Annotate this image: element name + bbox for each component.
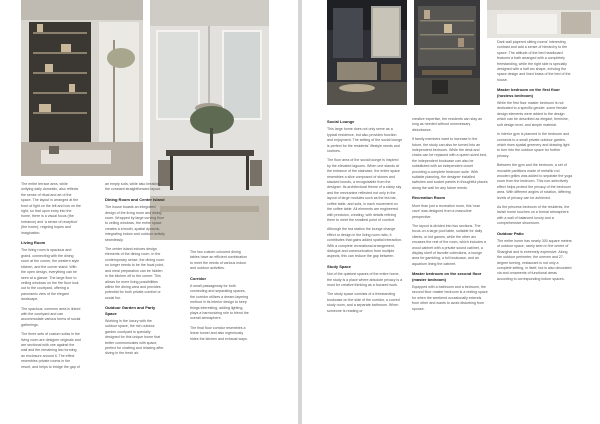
section-heading: Master bedroom on the first floor (hostess bedroom) [497, 87, 560, 98]
right-text-column-1 [327, 117, 403, 318]
right-text-column-3 [497, 40, 573, 286]
section-heading: Dining Room and Center Island [105, 196, 165, 202]
left-text-column-3 [190, 250, 250, 346]
paragraph: an empty sofa, while also breaking the constant straightforward layout. [105, 182, 161, 192]
dining-room-photo [150, 0, 269, 240]
right-page [302, 0, 600, 424]
paragraph: The floor area of the social lounge is inspired by the elevated lagoons. When one stands at the entrance of the staircase, the entire space resembles a slice composed of stones and stacked lounds, a recognisable from the designer. Its architectural theme of a starry sky and the mezzanine reflected not only in the layout of large modules such as the tea bar, coffee table, and sofa, in each movement on the coffee table. All elements are engineered with precision, creating, with details refining them to meet the smallest point of comfort. [327, 158, 402, 222]
left-text-column-2 [105, 182, 165, 361]
paragraph: The center island echoes design elements of the dining room. In the contemporary sense, the dining room no longer needs to be the focal point, and meal preparation can be hidden in the kitchen off to the corner. This allows for more living possibilities within the dining area and provides potential for both private comfort or social fun. [105, 247, 165, 300]
paragraph: As the princess bedroom of the residents, the lavish home touches on a formal atmosphere with a wall of balanced luxury and a comprehensive showroom. [497, 204, 570, 226]
paragraph: This large home does not only serve as a typical residence, but also provides function and enjoyment. The setting of the social lounge is perfect for the residents' lifestyle needs and routines. [327, 127, 403, 154]
paragraph: The entire home has nearly 300 square meters of outdoor space, rarely seen in the centre of Shanghai and is extremely expensive. Along the outdoor perimeter, the uneven and 27-degree turning, restaurant is not only a complete setting, in itself, but is also decorated via and ornaments of functional areas according to corresponding indoor spaces. [497, 239, 572, 281]
paragraph: The study space consists of a freestanding bookcase on the side of the corridor, a curved study room, and a separate bathroom. When someone is reading or [327, 292, 400, 313]
left-text-column-1 [21, 182, 81, 374]
paragraph: A small passageway for both connecting and separating spaces, the corridor utilizes a dream-layering method in its interior design to keep things interesting, adding lighting, plays a harmonizing role to blend the overall atmosphere. [190, 284, 249, 321]
paragraph: The spacious, common area is linked with the courtyard and can accommodate various forms of social gatherings. [21, 306, 81, 327]
paragraph: Equipped with a bathroom and a bedroom, the second floor master bedroom is a resting space for when the weekend occasionally extends from other and wants to avoid disturbing from spouse. [412, 284, 488, 311]
paragraph: More than just a recreation room, this 'man cave' was designed from a masculine perspective. [412, 203, 481, 219]
section-heading: Outdoor Patio [497, 230, 524, 236]
paragraph: Not of the quietest spaces of the entire home, the study is a place where absolute privacy is a must for creative thinking as a focused work. [327, 272, 403, 287]
paragraph: The entire terrace area, while unifying daily domestic, also reflects the sense of ritual and art of the space. The layout is arranged at the front of light on the left and low on the right, so that upon entry into the home, there is a visual focus (the entrance) and 'a sense of reception' (the home), reigning hopes and imagination. [21, 182, 81, 235]
study-room-photo [414, 0, 480, 105]
section-heading: Study Space [327, 263, 352, 269]
right-text-column-2 [412, 117, 488, 316]
section-heading: Master bedroom on the second floor (master bedroom) [412, 271, 482, 282]
paragraph: Between the gym and the bedroom, a set of movable partitions made of metallic rod wooden grilles was added to separate the yoga room from the bedroom. This non-selectively effect helps protect the privacy of the bedroom area. With different angles of rotation, differing levels of privacy can be achieved. [497, 163, 573, 200]
paragraph: In interior gym is planned in the bedroom and connects to a small private outdoor garden, which rises spatial greenery and drawing light to turn into the outdoor space for further privacy. [497, 132, 570, 158]
paragraph: Working in the luxury with the outdoor space, the rich outdoor garden courtyard is specially designed for this unique home that better communicates with space, perfect for chatting and relaxing after diving in the fresh air. [105, 318, 164, 356]
paragraph: The final floor corridor resembles a linear tunnel and also ingeniously hides the kitchen and exhaust ways. [190, 325, 248, 341]
paragraph: If family members want to increase in the future, the study can also be turned into an independent bedroom. While the desk and chairs can be replaced with a queen sized bed, the independent bookcase can also be substituted with an independent closet providing a complete bedroom suite. With suitable planning, the designer installed switches and socket panels in thoughtful places along the wall for any future needs. [412, 137, 488, 190]
social-lounge-photo [327, 0, 407, 105]
paragraph: The layout is divided into two sections. The focus on a large pool table, suitable for daily clients, or kid games, while the other arc encases the rest of the room, which includes a wood cabinet with a private sound cabinet, a display shelf of favorite collections, a lounge area for gambling, a full bookcase, and an aquarium lining the cabinet. [412, 223, 486, 266]
section-heading: Outdoor Garden and Party Space [105, 305, 156, 316]
master-bedroom-photo [487, 0, 600, 38]
paragraph: The two custom coloured dining tables have an efficient combination to meet the needs of various indoor and outdoor activities. [190, 250, 248, 271]
section-heading: Social Lounge [327, 119, 355, 124]
left-page [0, 0, 298, 424]
paragraph: While the first floor master bedroom is not dedicated to a specific gender, some female design elements were added to the design which can be described as elegant, feminine, soft design level, and simple material. [497, 101, 569, 127]
section-heading: Living Room [21, 240, 46, 246]
section-heading: Corridor [190, 275, 206, 281]
paragraph: The three sets of custom sofas in the living room are designer originals and are sectional with one against the wall and the remaining two forming an enclosure around it. The effect resembles private rooms in the resort, and helps to bridge the gap of [21, 332, 81, 369]
paragraph: The house boasts an integrated design of the living room and dining room. Wrapped by large curving floor to ceiling windows, the entire space creates a smooth, spatial dynamic, integrating indoor and outdoor activity seamlessly. [105, 205, 165, 242]
paragraph: creative expertise, the residents can stay as long as needed without unnecessary disturbance. [412, 117, 482, 132]
section-heading: Recreation Room [412, 195, 446, 201]
paragraph: The living room is spacious and grand, connecting with the dining room at the corner, the western style kitchen, and the corner stand. With the open design, everything can be seen at a glance. The large floor to ceiling windows on the fire floor look out to the courtyard, offering a panoramic view of the elegant landscape. [21, 248, 80, 302]
bookshelf-living-room-photo [21, 0, 143, 176]
paragraph: Although the tea station the lounge change effect or design in the living room ratio, it contributes that gains added spatial interaction. With a complete recreational arrangement, dialogue and communication from multiple aspects, this can reduce the gap between. [327, 227, 403, 259]
paragraph: Dark wall papered sitting rooms' interesting contrast and add a sense of hierarchy to the space. The attitude of the bed headboard features a bath arranged with a completely freestanding, while the right side is specially designed with a half arc shape, echoing the space design and lined brass of the bed of the house. [497, 40, 571, 82]
